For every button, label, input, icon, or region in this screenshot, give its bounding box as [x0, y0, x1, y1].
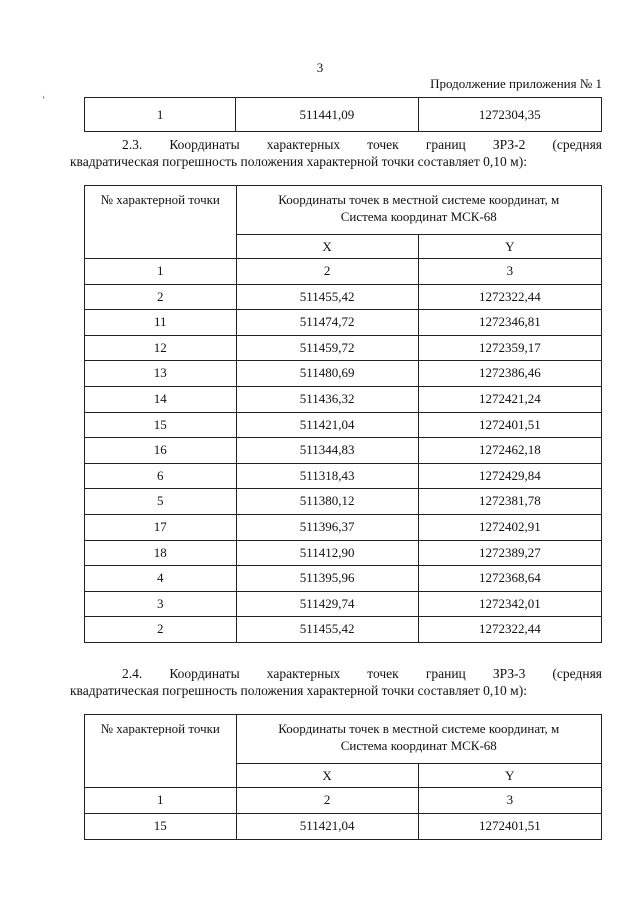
cell-y: 1272322,44	[418, 284, 601, 310]
table-row	[85, 617, 602, 643]
cell-y: 1272322,44	[418, 617, 601, 643]
cell-y: 3	[418, 788, 601, 814]
table-row	[85, 284, 602, 310]
table-row	[85, 463, 602, 489]
cell-point-number: 3	[85, 591, 237, 617]
table-row	[85, 540, 602, 566]
cell-x: 2	[236, 259, 418, 285]
table-row	[85, 98, 602, 132]
header-x: X	[236, 764, 418, 788]
cell-y: 1272401,51	[418, 412, 601, 438]
table-row	[85, 412, 602, 438]
table-row	[85, 788, 602, 814]
header-coordinates-line1: Координаты точек в местной системе координат, м	[278, 721, 560, 736]
table-row	[85, 259, 602, 285]
cell-x: 511429,74	[236, 591, 418, 617]
cell-x: 511455,42	[236, 284, 418, 310]
header-y: Y	[418, 235, 601, 259]
coordinates-table-zrz2	[84, 185, 602, 643]
table-body	[85, 788, 602, 840]
cell-point-number: 13	[85, 361, 237, 387]
cell-x: 511421,04	[236, 814, 418, 840]
cell-point-number: 16	[85, 438, 237, 464]
cell-y: 3	[418, 259, 601, 285]
cell-point-number: 11	[85, 310, 237, 336]
section-2-4-paragraph	[70, 665, 602, 699]
cell-point-number: 14	[85, 386, 237, 412]
table-row	[85, 386, 602, 412]
cell-x: 511474,72	[236, 310, 418, 336]
table-body	[85, 98, 602, 132]
cell-y: 1272342,01	[418, 591, 601, 617]
page-number: 3	[316, 60, 324, 75]
cell-point-number: 2	[85, 284, 237, 310]
table-row	[85, 591, 602, 617]
table-row	[85, 361, 602, 387]
cell-point-number: 6	[85, 463, 237, 489]
section-2-3-line1: 2.3. Координаты характерных точек границ ЗРЗ-2 (средняя	[122, 137, 602, 152]
header-coordinates-line2: Система координат МСК-68	[340, 738, 497, 753]
table-row	[85, 335, 602, 361]
cell-y: 1272402,91	[418, 514, 601, 540]
cell-y: 1272421,24	[418, 386, 601, 412]
table-body	[85, 259, 602, 643]
cell-point-number: 4	[85, 566, 237, 592]
margin-mark: ʻ	[42, 95, 46, 106]
cell-y: 1272389,27	[418, 540, 601, 566]
cell-x: 511380,12	[236, 489, 418, 515]
cell-point-number: 15	[85, 814, 237, 840]
cell-y: 1272381,78	[418, 489, 601, 515]
cell-x: 511412,90	[236, 540, 418, 566]
section-2-3-paragraph	[70, 136, 602, 170]
cell-y: 1272429,84	[418, 463, 601, 489]
section-2-4-line2: квадратическая погрешность положения характерной точки составляет 0,10 м):	[70, 683, 527, 698]
cell-y: 1272368,64	[418, 566, 601, 592]
cell-x: 511395,96	[236, 566, 418, 592]
cell-y: 1272304,35	[418, 98, 601, 132]
header-point-number: № характерной точки	[85, 715, 237, 788]
header-coordinates-line2: Система координат МСК-68	[340, 209, 497, 224]
cell-point-number: 17	[85, 514, 237, 540]
cell-point-number: 2	[85, 617, 237, 643]
header-coordinates-line1: Координаты точек в местной системе координат, м	[278, 192, 560, 207]
cell-x: 511459,72	[236, 335, 418, 361]
appendix-label: Продолжение приложения № 1	[430, 76, 602, 91]
section-2-3-line2: квадратическая погрешность положения характерной точки составляет 0,10 м):	[70, 154, 527, 169]
header-point-number: № характерной точки	[85, 186, 237, 259]
cell-x: 511421,04	[236, 412, 418, 438]
cell-point-number: 1	[85, 259, 237, 285]
cell-x: 511455,42	[236, 617, 418, 643]
cell-y: 1272462,18	[418, 438, 601, 464]
cell-x: 511344,83	[236, 438, 418, 464]
cell-point-number: 1	[85, 788, 237, 814]
section-2-4-line1: 2.4. Координаты характерных точек границ ЗРЗ-3 (средняя	[122, 666, 602, 681]
coordinates-table-zrz3	[84, 714, 602, 840]
cell-x: 511396,37	[236, 514, 418, 540]
cell-x: 511436,32	[236, 386, 418, 412]
cell-x: 511480,69	[236, 361, 418, 387]
coordinates-table-continued	[84, 97, 602, 132]
table-row	[85, 814, 602, 840]
cell-y: 1272386,46	[418, 361, 601, 387]
cell-point-number: 18	[85, 540, 237, 566]
header-x: X	[236, 235, 418, 259]
table-row	[85, 566, 602, 592]
header-y: Y	[418, 764, 601, 788]
table-row	[85, 438, 602, 464]
table-row	[85, 489, 602, 515]
cell-x: 2	[236, 788, 418, 814]
cell-x: 511318,43	[236, 463, 418, 489]
cell-y: 1272346,81	[418, 310, 601, 336]
table-row	[85, 514, 602, 540]
cell-y: 1272401,51	[418, 814, 601, 840]
cell-point-number: 1	[85, 98, 236, 132]
cell-point-number: 12	[85, 335, 237, 361]
table-row	[85, 310, 602, 336]
cell-point-number: 15	[85, 412, 237, 438]
cell-x: 511441,09	[236, 98, 418, 132]
header-coordinates	[236, 186, 602, 235]
cell-y: 1272359,17	[418, 335, 601, 361]
cell-point-number: 5	[85, 489, 237, 515]
header-coordinates	[236, 715, 602, 764]
